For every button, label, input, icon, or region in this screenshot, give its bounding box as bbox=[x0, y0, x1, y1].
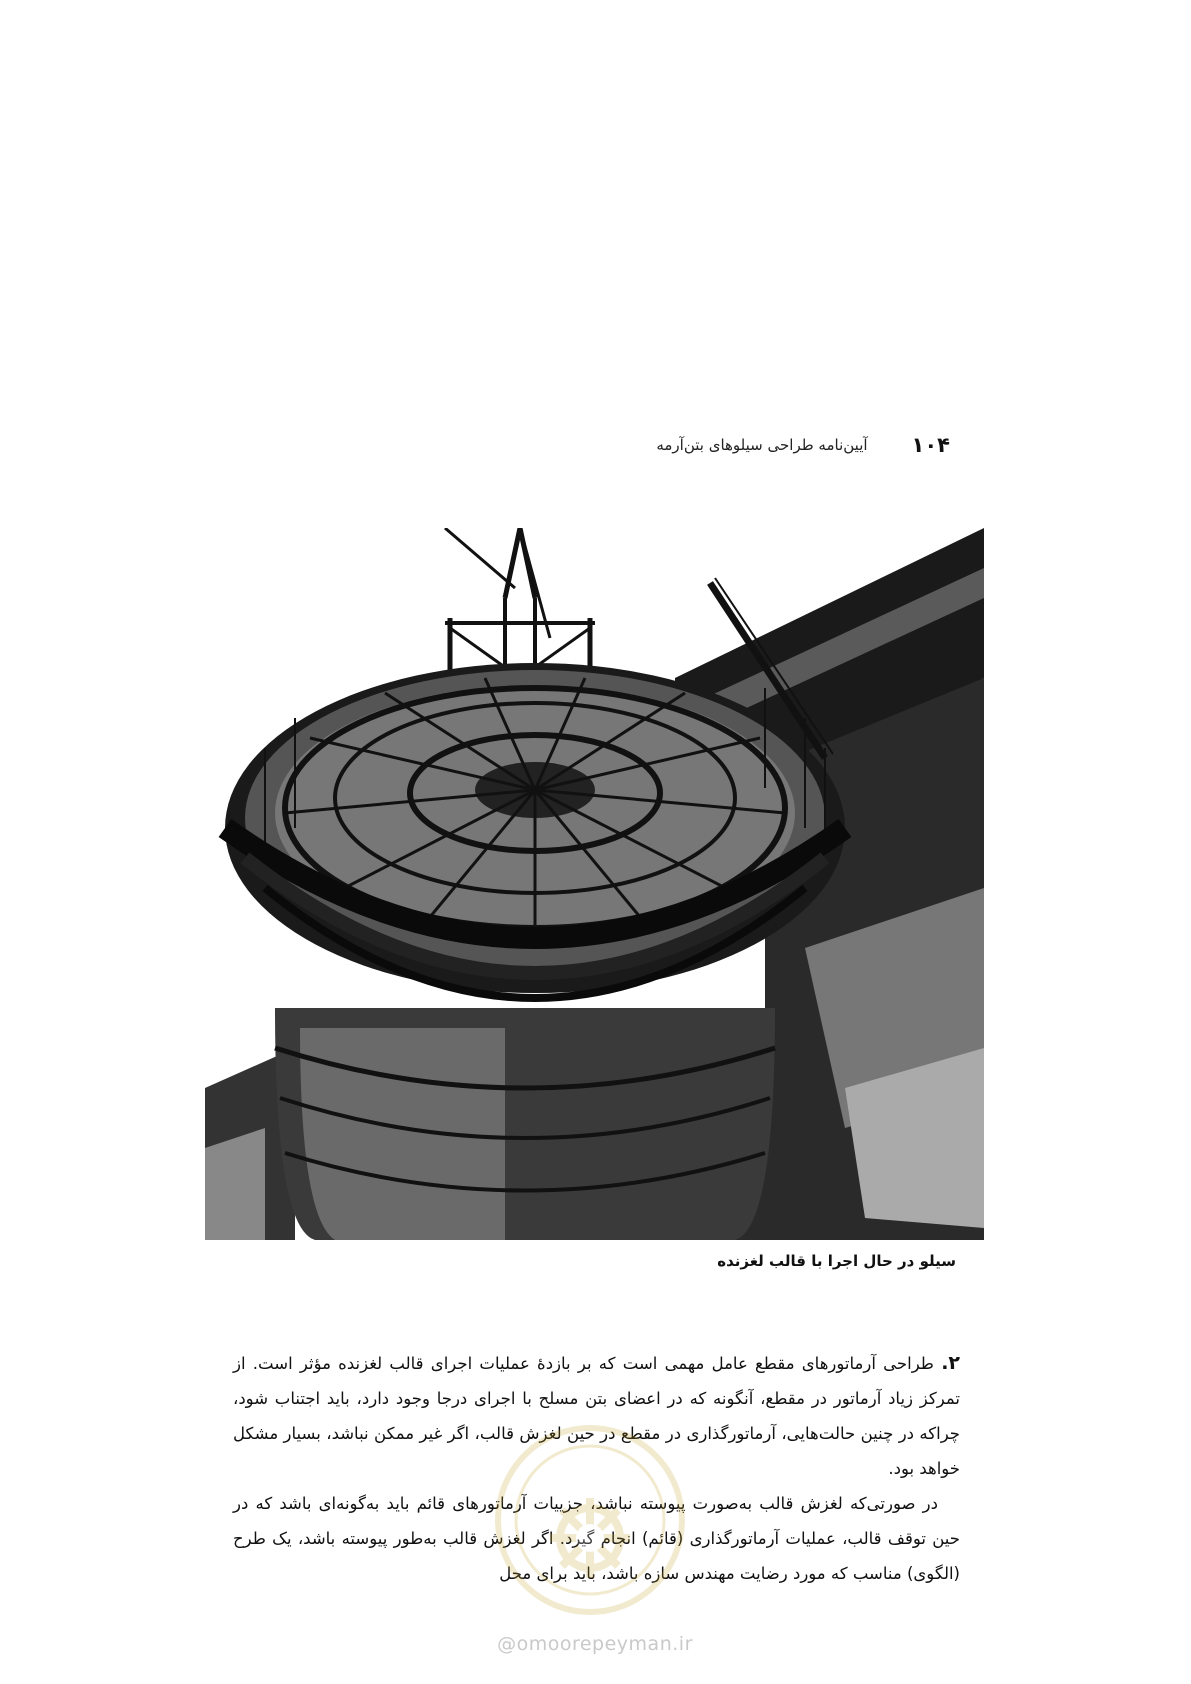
book-title: آیین‌نامه طراحی سیلوهای بتن‌آرمه bbox=[656, 436, 868, 454]
paragraph-1-text: طراحی آرماتورهای مقطع عامل مهمی است که بر بازدهٔ عملیات اجرای قالب لغزنده مؤثر است. از تمرکز زیاد آرماتور در مقطع، آنگونه که در اعضای بتن مسلح با اجرای درجا وجود دارد، باید اجتناب شود، چراکه در چنین حالت‌هایی، آرماتورگذاری در مقطع در حین لغزش قالب، اگر غیر ممکن نباشد، بسیار مشکل خواهد بود. bbox=[233, 1354, 960, 1478]
running-header bbox=[600, 432, 950, 458]
silo-construction-photo bbox=[205, 528, 984, 1240]
page-number: ۱۰۴ bbox=[911, 433, 950, 457]
watermark-site: @omoorepeyman.ir bbox=[497, 1633, 693, 1655]
item-number: ۲. bbox=[941, 1352, 961, 1374]
paragraph-2: در صورتی‌که لغزش قالب به‌صورت پیوسته نباشد، جزییات آرماتورهای قائم باید به‌گونه‌ای باشد که در حین توقف قالب، عملیات آرماتورگذاری (قائم) انجام گیرد. اگر لغزش قالب به‌طور پیوسته باشد، یک طرح (الگوی) مناسب که مورد رضایت مهندس سازه باشد، باید برای محل bbox=[233, 1494, 960, 1583]
paragraph-item-2 bbox=[233, 1346, 960, 1486]
body-text bbox=[233, 1346, 960, 1591]
figure-caption: سیلو در حال اجرا با قالب لغزنده bbox=[717, 1252, 956, 1270]
